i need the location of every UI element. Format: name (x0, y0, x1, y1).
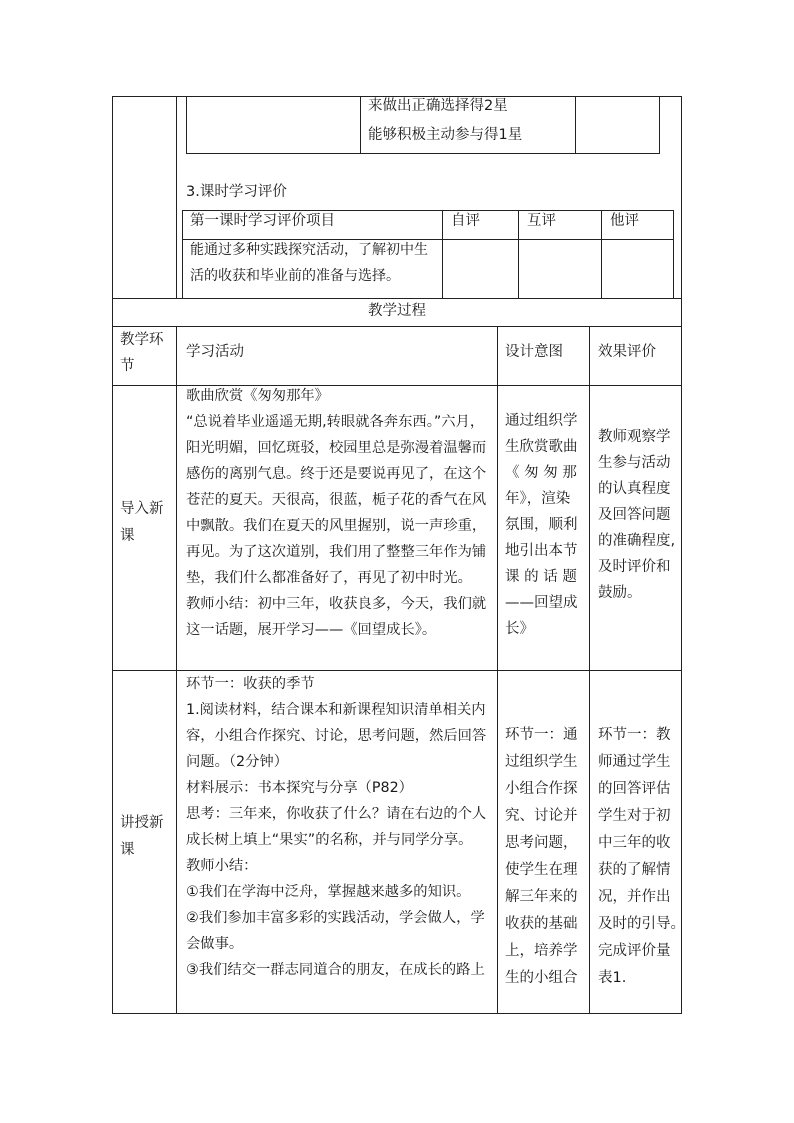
intro-eval-line: 的认真程度 (598, 481, 671, 497)
intro-eval-line: 教师观察学 (598, 429, 671, 445)
teach-intent-line: 上，培养学 (505, 943, 578, 959)
teach-intent-line: 究、讨论并 (505, 808, 578, 824)
evaluation-item-line2: 活的收获和毕业前的准备与选择。 (190, 268, 400, 284)
teach-intent-line: 环节一：通 (505, 727, 578, 743)
teach-activity-line: 会做事。 (186, 936, 244, 952)
intro-activity (186, 383, 486, 643)
teach-eval-line: 获的了解情 (598, 862, 671, 878)
column-header-other: 他评 (610, 213, 639, 229)
intro-eval-line: 及时评价和 (598, 559, 671, 575)
intro-intent-line: 年》，渲染 (505, 491, 571, 507)
teach-eval-line: 况，并作出 (598, 889, 671, 905)
teach-activity-line: 问题。（2分钟） (186, 754, 289, 770)
intro-intent-line: 地引出本节 (505, 543, 578, 559)
stage-teach-line1: 讲授新 (120, 815, 164, 831)
teach-intent-line: 解三年来的 (505, 889, 578, 905)
eval-header: 效果评价 (598, 344, 656, 360)
teach-activity-line: 容，小组合作探究、讨论，思考问题，然后回答 (186, 728, 487, 744)
teach-eval-line: 环节一：教 (598, 727, 671, 743)
intro-eval-line: 的准确程度, (598, 533, 676, 549)
stage-teach-line2: 课 (120, 842, 135, 858)
intro-intent-line: 课 的 话 题 (505, 569, 577, 585)
teach-intent-line: 小组合作探 (505, 781, 578, 797)
intro-eval-line: 鼓励。 (598, 585, 642, 601)
activity-header: 学习活动 (186, 344, 244, 360)
teach-eval-line: 的回答评估 (598, 781, 671, 797)
intro-intent-line: 《 匆 匆 那 (505, 465, 577, 481)
teach-eval (598, 722, 685, 992)
column-header-item: 第一课时学习评价项目 (190, 213, 335, 229)
rule-two-stars: 来做出正确选择得2星 (368, 98, 508, 114)
intro-activity-line: 阳光明媚，回忆斑驳，校园里总是弥漫着温馨而 (186, 440, 487, 456)
intro-activity-line: 苍茫的夏天。天很高，很蓝，栀子花的香气在风 (186, 492, 487, 508)
intro-activity-line: “总说着毕业遥遥无期,转眼就各奔东西。”六月， (186, 414, 485, 430)
teach-activity-line: 教师小结： (186, 858, 258, 874)
teach-eval-line: 及时的引导。 (598, 916, 685, 932)
intro-intent-line: 氛围，顺利 (505, 517, 578, 533)
intro-intent-line: 长》 (505, 621, 534, 637)
intro-intent (505, 408, 578, 642)
column-header-self: 自评 (451, 213, 480, 229)
intro-intent-line: 生欣赏歌曲 (505, 439, 578, 455)
teach-eval-line: 中三年的收 (598, 835, 671, 851)
evaluation-item-line1: 能通过多种实践探究活动，了解初中生 (190, 242, 428, 258)
stage-header-line1: 教学环 (120, 332, 164, 348)
teach-activity-line: ②我们参加丰富多彩的实践活动，学会做人，学 (186, 910, 485, 926)
teach-activity (186, 671, 486, 983)
teach-intent-line: 收获的基础 (505, 916, 578, 932)
teach-activity-line: 成长树上填上“果实”的名称，并与同学分享。 (186, 832, 473, 848)
intent-header: 设计意图 (505, 344, 563, 360)
teach-eval-line: 师通过学生 (598, 754, 671, 770)
intro-intent-line: ——回望成 (505, 595, 578, 611)
stage-header-line2: 节 (120, 358, 135, 374)
teach-eval-line: 学生对于初 (598, 808, 671, 824)
stage-intro-line2: 课 (120, 528, 135, 544)
stage-intro-line1: 导入新 (120, 501, 164, 517)
intro-eval-line: 及回答问题 (598, 507, 671, 523)
teach-activity-line: 环节一：收获的季节 (186, 676, 315, 692)
intro-eval-line: 生参与活动 (598, 455, 671, 471)
process-title: 教学过程 (368, 303, 426, 319)
intro-eval (598, 424, 675, 606)
teach-activity-line: 1.阅读材料，结合课本和新课程知识清单相关内 (186, 702, 486, 718)
teach-intent-line: 思考问题， (505, 835, 578, 851)
intro-activity-line: 中飘散。我们在夏天的风里握别，说一声珍重， (186, 518, 487, 534)
intro-activity-line: 垫，我们什么都准备好了，再见了初中时光。 (186, 570, 472, 586)
intro-activity-line: 再见。为了这次道别，我们用了整整三年作为铺 (186, 544, 487, 560)
rule-one-star: 能够积极主动参与得1星 (368, 127, 523, 143)
teach-activity-line: 思考：三年来，你收获了什么？请在右边的个人 (186, 806, 487, 822)
intro-activity-line: 感伤的离别气息。终于还是要说再见了，在这个 (186, 466, 487, 482)
section-heading: 3.课时学习评价 (186, 184, 287, 200)
teach-eval-line: 完成评价量 (598, 943, 671, 959)
column-header-peer: 互评 (527, 213, 556, 229)
teach-intent-line: 生的小组合 (505, 970, 578, 986)
teach-intent-line: 过组织学生 (505, 754, 578, 770)
intro-activity-line: 歌曲欣赏《匆匆那年》 (186, 388, 329, 404)
intro-activity-line: 教师小结：初中三年，收获良多，今天，我们就 (186, 596, 487, 612)
intro-intent-line: 通过组织学 (505, 413, 578, 429)
teach-activity-line: ①我们在学海中泛舟，掌握越来越多的知识。 (186, 884, 471, 900)
teach-activity-line: ③我们结交一群志同道合的朋友，在成长的路上 (186, 962, 485, 978)
teach-eval-line: 表1. (598, 970, 627, 986)
intro-activity-line: 这一话题，展开学习——《回望成长》。 (186, 622, 437, 638)
teach-intent-line: 使学生在理 (505, 862, 578, 878)
teach-intent (505, 722, 578, 992)
teach-activity-line: 材料展示：书本探究与分享（P82） (186, 780, 413, 796)
